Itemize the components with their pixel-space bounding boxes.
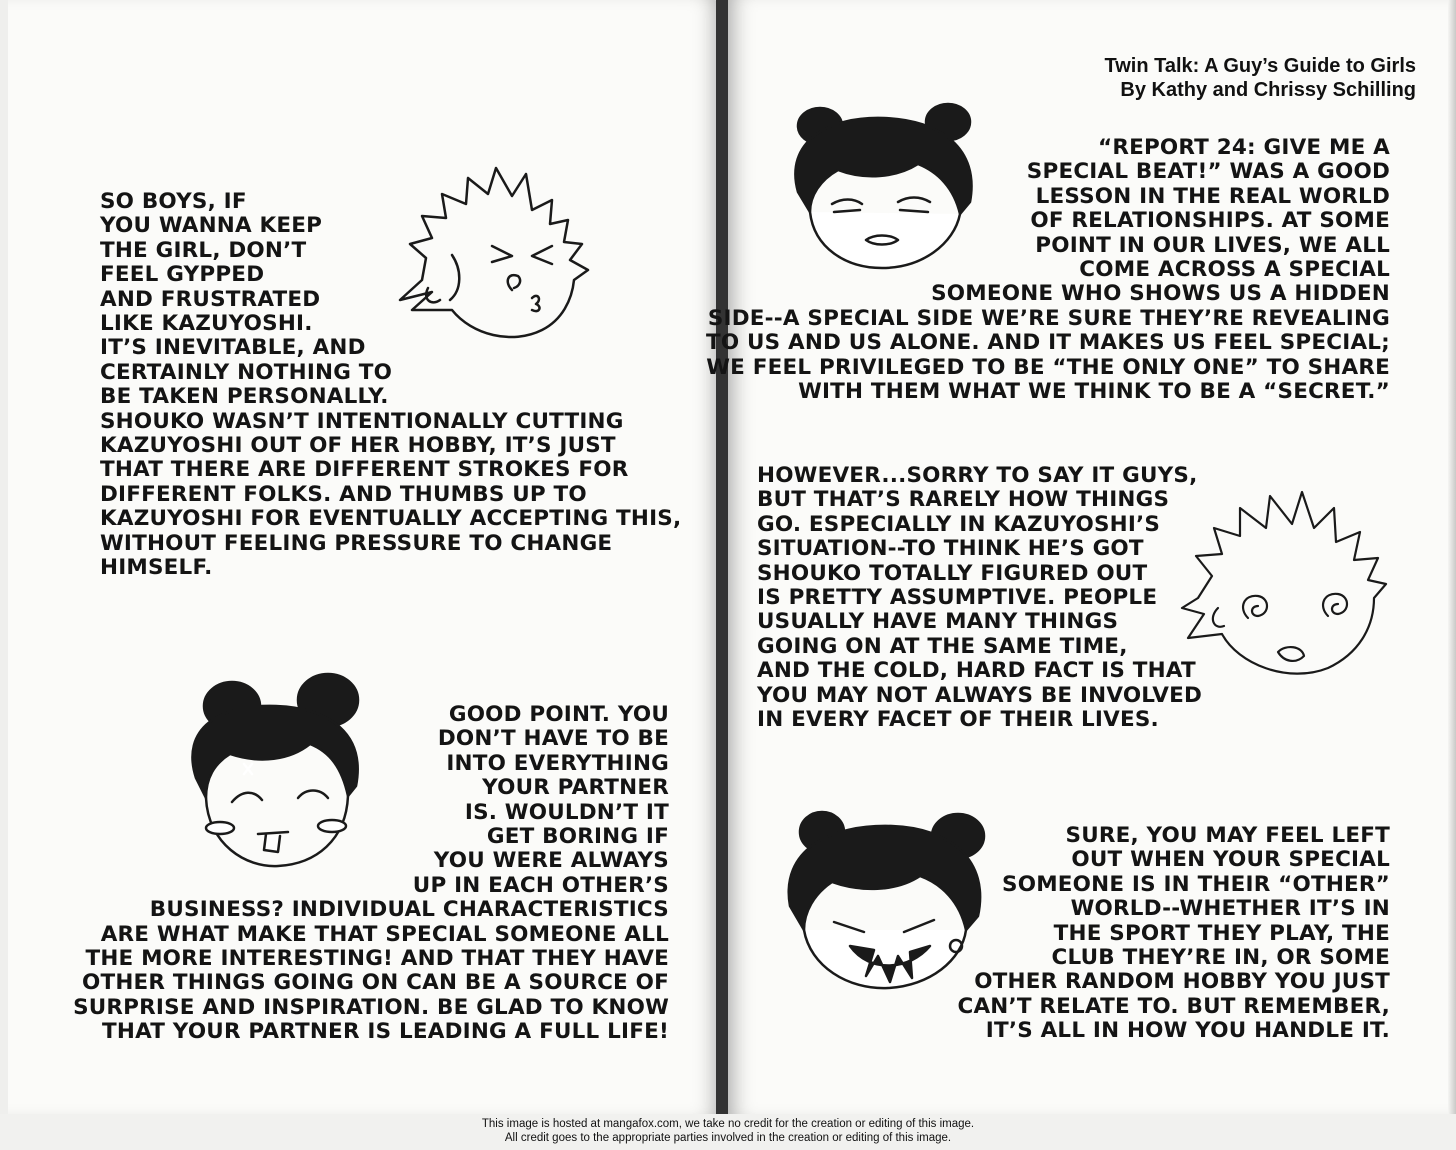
text-line: IN EVERY FACET OF THEIR LIVES. [757, 707, 1159, 733]
text-line: SHOUKO TOTALLY FIGURED OUT [757, 560, 1148, 586]
text-line: OF RELATIONSHIPS. AT SOME [1030, 208, 1390, 234]
text-line: WORLD--WHETHER IT’S IN [1070, 896, 1390, 922]
text-line: THAT YOUR PARTNER IS LEADING A FULL LIFE! [102, 1019, 669, 1045]
text-line: LESSON IN THE REAL WORLD [1035, 183, 1390, 209]
text-line: LIKE KAZUYOSHI. [100, 311, 313, 337]
text-line: AND FRUSTRATED [100, 286, 321, 312]
text-line: KAZUYOSHI OUT OF HER HOBBY, IT’S JUST [100, 433, 616, 459]
text-line: COME ACROSS A SPECIAL [1079, 257, 1390, 283]
text-line: SIDE--A SPECIAL SIDE WE’RE SURE THEY’RE REVEALING [707, 305, 1390, 331]
text-line: SO BOYS, IF [100, 189, 247, 214]
hosting-credit-footer [0, 1117, 1456, 1145]
text-line: “REPORT 24: GIVE ME A [1097, 135, 1390, 160]
right-text-block-2 [757, 464, 1202, 732]
text-line: SOMEONE IS IN THEIR “OTHER” [1002, 871, 1390, 897]
text-line: SITUATION--TO THINK HE’S GOT [757, 536, 1144, 562]
text-line: SHOUKO WASN’T INTENTIONALLY CUTTING [100, 408, 624, 434]
text-line: INTO EVERYTHING [446, 750, 669, 776]
text-line: YOU WERE ALWAYS [433, 848, 669, 874]
text-line: OTHER THINGS GOING ON CAN BE A SOURCE OF [81, 970, 669, 996]
face-shouko-fangs-icon [780, 796, 1010, 996]
article-header [1104, 54, 1416, 102]
face-shouko-annoyed-icon [784, 92, 984, 272]
text-line: WE FEEL PRIVILEGED TO BE “THE ONLY ONE” TO SHARE [706, 354, 1390, 380]
text-line: THE GIRL, DON’T [100, 237, 307, 263]
text-line: WITHOUT FEELING PRESSURE TO CHANGE [100, 530, 613, 556]
text-line: HOWEVER...SORRY TO SAY IT GUYS, [757, 463, 1198, 488]
text-line: OTHER RANDOM HOBBY YOU JUST [974, 969, 1390, 995]
text-line: AND THE COLD, HARD FACT IS THAT [757, 658, 1196, 684]
text-line: YOUR PARTNER [482, 775, 669, 801]
footer-line-1: This image is hosted at mangafox.com, we take no credit for the creation or editing of this image. [481, 1118, 975, 1130]
text-line: THAT THERE ARE DIFFERENT STROKES FOR [100, 457, 629, 483]
text-line: CAN’T RELATE TO. BUT REMEMBER, [957, 993, 1390, 1019]
text-line: SPECIAL BEAT!” WAS A GOOD [1026, 159, 1390, 185]
text-line: GOOD POINT. YOU [448, 702, 669, 727]
text-line: TO US AND US ALONE. AND IT MAKES US FEEL SPECIAL; [705, 330, 1390, 356]
text-line: SURPRISE AND INSPIRATION. BE GLAD TO KNOW [73, 994, 669, 1020]
text-line: IT’S INEVITABLE, AND [100, 335, 366, 361]
text-line: USUALLY HAVE MANY THINGS [757, 609, 1119, 635]
face-kazuyoshi-dizzy-icon [1178, 488, 1388, 688]
text-line: THE SPORT THEY PLAY, THE [1053, 920, 1390, 946]
face-kazuyoshi-pout-icon [392, 160, 592, 350]
text-line: POINT IN OUR LIVES, WE ALL [1035, 232, 1390, 258]
text-line: WITH THEM WHAT WE THINK TO BE A “SECRET.” [798, 379, 1390, 405]
text-line: CERTAINLY NOTHING TO [100, 359, 393, 385]
text-line: BUT THAT’S RARELY HOW THINGS [757, 487, 1170, 513]
face-shouko-happy-icon [160, 668, 390, 878]
right-text-block-3 [957, 824, 1390, 1044]
text-line: YOU WANNA KEEP [100, 213, 323, 239]
text-line: FEEL GYPPED [100, 262, 265, 288]
text-line: THE MORE INTERESTING! AND THAT THEY HAVE [85, 946, 669, 972]
text-line: UP IN EACH OTHER’S [412, 872, 669, 898]
left-text-block-1 [100, 190, 681, 581]
article-title: Twin Talk: A Guy’s Guide to Girls [1104, 55, 1416, 77]
footer-line-2: All credit goes to the appropriate parties involved in the creation or editing of this image. [504, 1132, 952, 1144]
scan-edge [1448, 0, 1456, 1114]
text-line: ARE WHAT MAKE THAT SPECIAL SOMEONE ALL [100, 921, 669, 947]
text-line: IT’S ALL IN HOW YOU HANDLE IT. [985, 1018, 1390, 1044]
text-line: GOING ON AT THE SAME TIME, [757, 633, 1128, 659]
article-byline: By Kathy and Chrissy Schilling [1120, 79, 1416, 101]
text-line: SOMEONE WHO SHOWS US A HIDDEN [931, 281, 1390, 307]
text-line: CLUB THEY’RE IN, OR SOME [1051, 945, 1390, 971]
text-line: DON’T HAVE TO BE [437, 726, 669, 752]
text-line: OUT WHEN YOUR SPECIAL [1071, 847, 1390, 873]
text-line: HIMSELF. [100, 555, 213, 581]
text-line: DIFFERENT FOLKS. AND THUMBS UP TO [100, 481, 587, 507]
text-line: BE TAKEN PERSONALLY. [100, 384, 389, 410]
text-line: BUSINESS? INDIVIDUAL CHARACTERISTICS [149, 897, 669, 923]
text-line: KAZUYOSHI FOR EVENTUALLY ACCEPTING THIS, [100, 506, 682, 532]
text-line: IS. WOULDN’T IT [464, 799, 669, 825]
text-line: YOU MAY NOT ALWAYS BE INVOLVED [757, 682, 1203, 708]
text-line: IS PRETTY ASSUMPTIVE. PEOPLE [757, 585, 1158, 611]
text-line: SURE, YOU MAY FEEL LEFT [1065, 823, 1390, 848]
text-line: GO. ESPECIALLY IN KAZUYOSHI’S [757, 511, 1161, 537]
text-line: GET BORING IF [486, 824, 669, 850]
